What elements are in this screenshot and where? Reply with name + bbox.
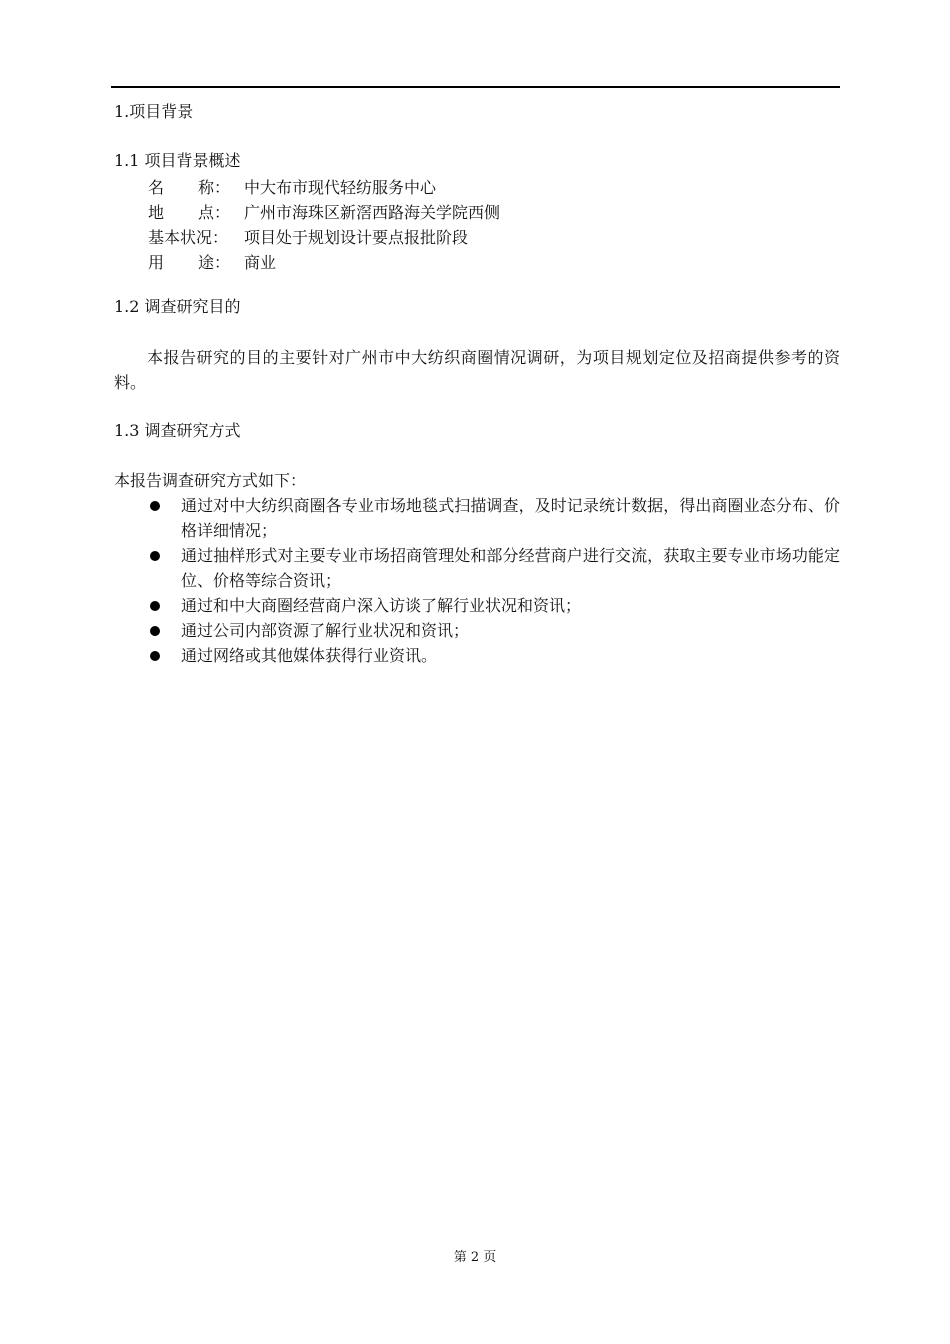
info-value-usage: 商业 [244,253,277,272]
list-item: 通过和中大商圈经营商户深入访谈了解行业状况和资讯； [114,593,840,618]
section-1-3-title: 1.3 调查研究方式 [114,421,241,440]
list-item: 通过网络或其他媒体获得行业资讯。 [114,643,840,668]
header-rule [111,86,840,88]
info-label-status: 基本状况： [148,228,229,247]
info-label-location: 地 点： [148,203,230,222]
info-row-usage [148,250,840,275]
method-intro: 本报告调查研究方式如下： [114,471,307,490]
info-label-usage: 用 途： [148,253,230,272]
bullet-icon [150,601,160,611]
list-item: 通过公司内部资源了解行业状况和资讯； [114,618,840,643]
info-value-status: 项目处于规划设计要点报批阶段 [244,228,469,247]
bullet-icon [150,651,160,661]
section-1-2-title: 1.2 调查研究目的 [114,297,241,316]
list-item: 通过对中大纺织商圈各专业市场地毯式扫描调查，及时记录统计数据，得出商圈业态分布、价格详细情况； [114,493,840,543]
bullet-icon [150,551,160,561]
document-body [114,100,840,668]
section-1-title: 1.项目背景 [114,102,194,121]
method-bullet-list [114,493,840,668]
info-row-name [148,175,840,200]
info-row-status [148,225,840,250]
project-info-list [114,175,840,275]
info-value-name: 中大布市现代轻纺服务中心 [244,178,437,197]
bullet-icon [150,626,160,636]
info-value-location: 广州市海珠区新滘西路海关学院西侧 [244,203,501,222]
section-1-1-title: 1.1 项目背景概述 [114,151,241,170]
info-row-location [148,200,840,225]
list-item: 通过抽样形式对主要专业市场招商管理处和部分经营商户进行交流，获取主要专业市场功能定位、价格等综合资讯； [114,543,840,593]
bullet-icon [150,501,160,511]
page-number: 第 2 页 [453,1250,497,1265]
info-label-name: 名 称： [148,178,230,197]
purpose-paragraph: 本报告研究的目的主要针对广州市中大纺织商圈情况调研，为项目规划定位及招商提供参考的资料。 [114,348,840,392]
